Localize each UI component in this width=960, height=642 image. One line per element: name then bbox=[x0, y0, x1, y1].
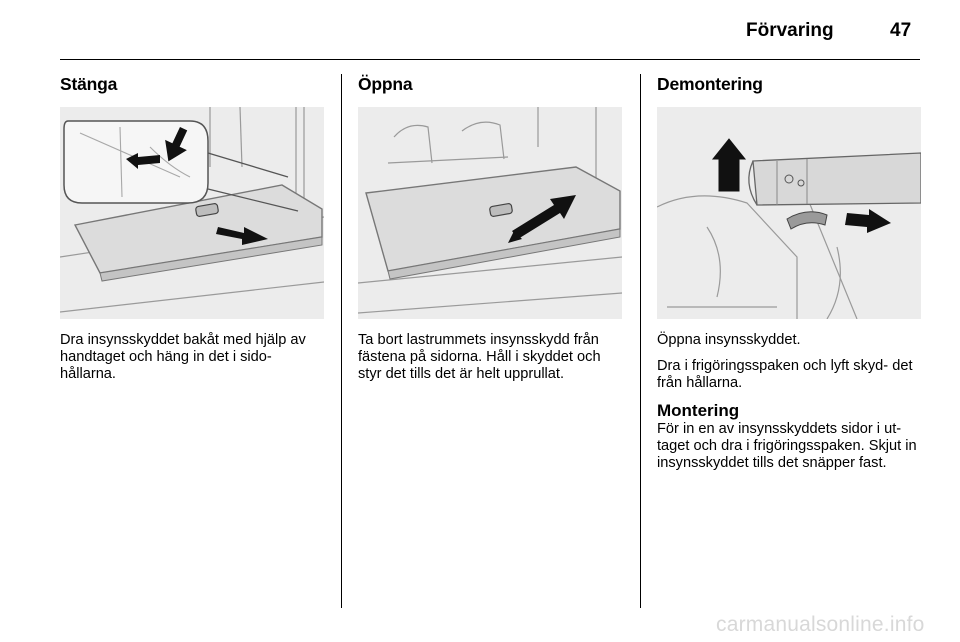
subheading-montering: Montering bbox=[657, 401, 740, 420]
heading-oppna: Öppna bbox=[358, 74, 413, 94]
section-title: Förvaring bbox=[746, 20, 834, 41]
header-rule bbox=[60, 59, 920, 60]
column-divider bbox=[341, 74, 342, 608]
paragraph-stanga: Dra insynsskyddet bakåt med hjälp av handtaget och häng in det i sido- hållarna. bbox=[60, 332, 306, 382]
heading-demontering: Demontering bbox=[657, 74, 763, 94]
illustration-remove-cover bbox=[657, 107, 921, 319]
column-stanga bbox=[60, 74, 326, 382]
paragraph-montering: För in en av insynsskyddets sidor i ut- taget och dra i frigöringsspaken. Skjut in insynsskyddet tills det snäpper fast. bbox=[657, 421, 917, 471]
column-oppna bbox=[358, 74, 624, 382]
paragraph-oppna: Ta bort lastrummets insynsskydd från fästena på sidorna. Håll i skyddet och styr det tills det är helt upprullat. bbox=[358, 332, 601, 382]
paragraph-demontering-1: Öppna insynsskyddet. bbox=[657, 332, 801, 348]
heading-stanga: Stänga bbox=[60, 74, 118, 94]
column-divider bbox=[640, 74, 641, 608]
watermark: carmanualsonline.info bbox=[716, 613, 925, 636]
illustration-open-cover bbox=[358, 107, 622, 319]
illustration-close-cover bbox=[60, 107, 324, 319]
paragraph-demontering-2: Dra i frigöringsspaken och lyft skyd- det från hållarna. bbox=[657, 358, 913, 391]
column-demontering bbox=[657, 74, 923, 471]
page-number: 47 bbox=[890, 20, 912, 41]
